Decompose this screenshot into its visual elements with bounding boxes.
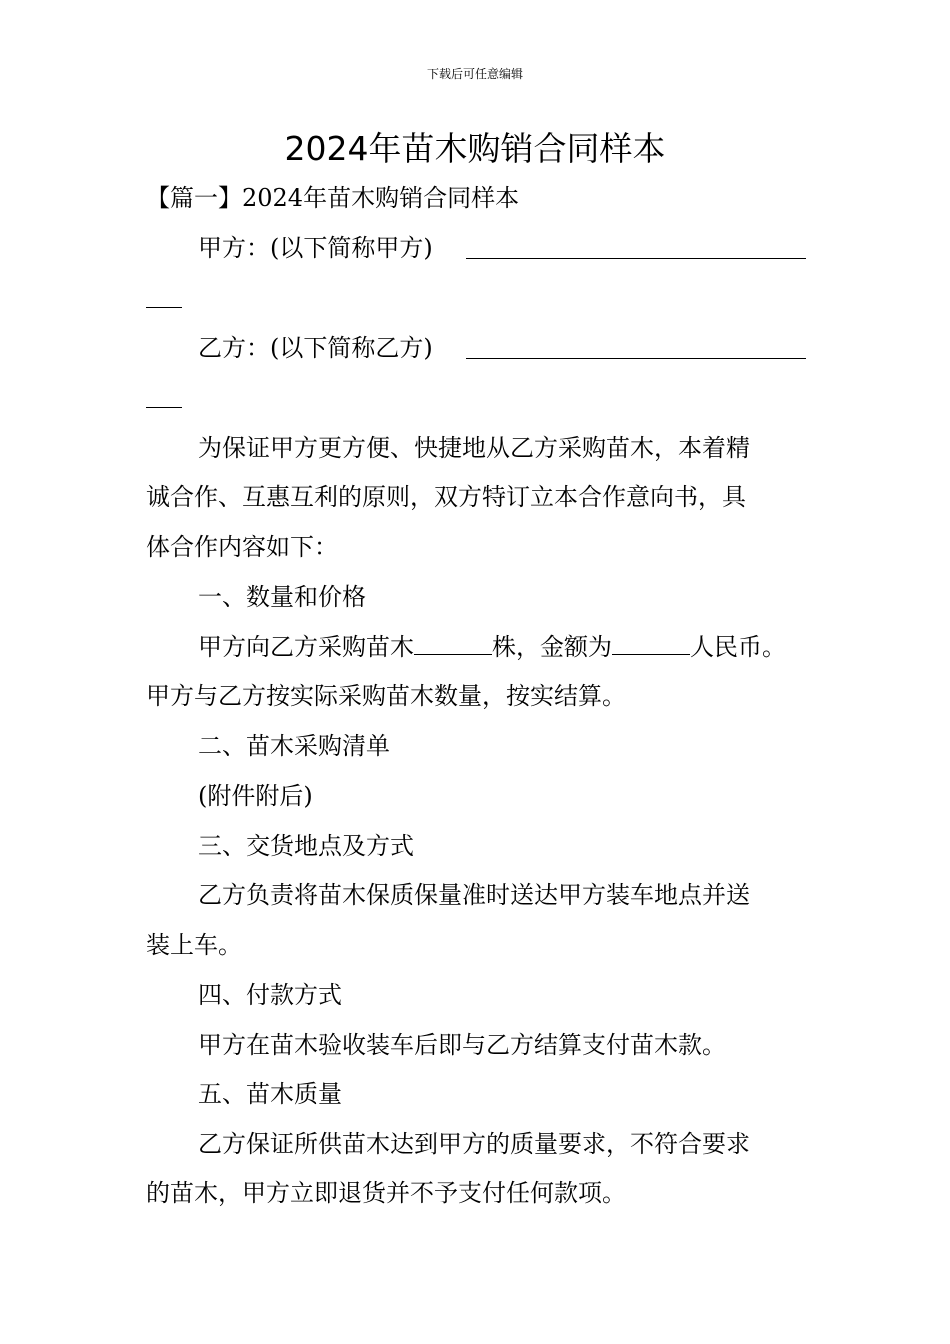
section-5-line-2: 的苗木，甲方立即退货并不予支付任何款项。 (146, 1179, 626, 1207)
section-3-heading: 三、交货地点及方式 (198, 832, 414, 860)
section-1-line-2: 甲方与乙方按实际采购苗木数量，按实结算。 (146, 682, 626, 710)
party-a-label: 甲方：(以下简称甲方) (198, 234, 433, 262)
section-5-heading: 五、苗木质量 (198, 1080, 342, 1108)
document-title: 2024年苗木购销合同样本 (284, 129, 666, 168)
party-a-fill-line-continued (146, 307, 182, 308)
intro-line-2: 诚合作、互惠互利的原则，双方特订立本合作意向书，具 (146, 483, 746, 511)
section-2-heading: 二、苗木采购清单 (198, 732, 390, 760)
party-b-label: 乙方：(以下简称乙方) (198, 334, 433, 362)
section-1-heading: 一、数量和价格 (198, 583, 366, 611)
party-b-fill-line (466, 358, 806, 359)
header-note: 下载后可任意编辑 (426, 67, 523, 81)
quantity-blank (414, 632, 492, 655)
section-1-text-a: 甲方向乙方采购苗木 (198, 633, 414, 661)
party-a-fill-line (466, 258, 806, 259)
section-4-body: 甲方在苗木验收装车后即与乙方结算支付苗木款。 (198, 1031, 726, 1059)
intro-line-1: 为保证甲方更方便、快捷地从乙方采购苗木，本着精 (198, 434, 750, 462)
section-4-heading: 四、付款方式 (198, 981, 342, 1009)
party-b-fill-line-continued (146, 407, 182, 408)
amount-blank (612, 632, 690, 655)
section-1-text-b: 株，金额为 (492, 633, 612, 661)
section-2-body: (附件附后) (198, 782, 313, 810)
section-1-text-c: 人民币。 (690, 633, 786, 661)
section-1-line-1 (198, 631, 786, 663)
section-3-line-1: 乙方负责将苗木保质保量准时送达甲方装车地点并送 (198, 881, 750, 909)
section-3-line-2: 装上车。 (146, 931, 242, 959)
section-5-line-1: 乙方保证所供苗木达到甲方的质量要求，不符合要求 (198, 1130, 750, 1158)
intro-line-3: 体合作内容如下： (146, 533, 338, 561)
subtitle: 【篇一】2024年苗木购销合同样本 (146, 184, 520, 212)
